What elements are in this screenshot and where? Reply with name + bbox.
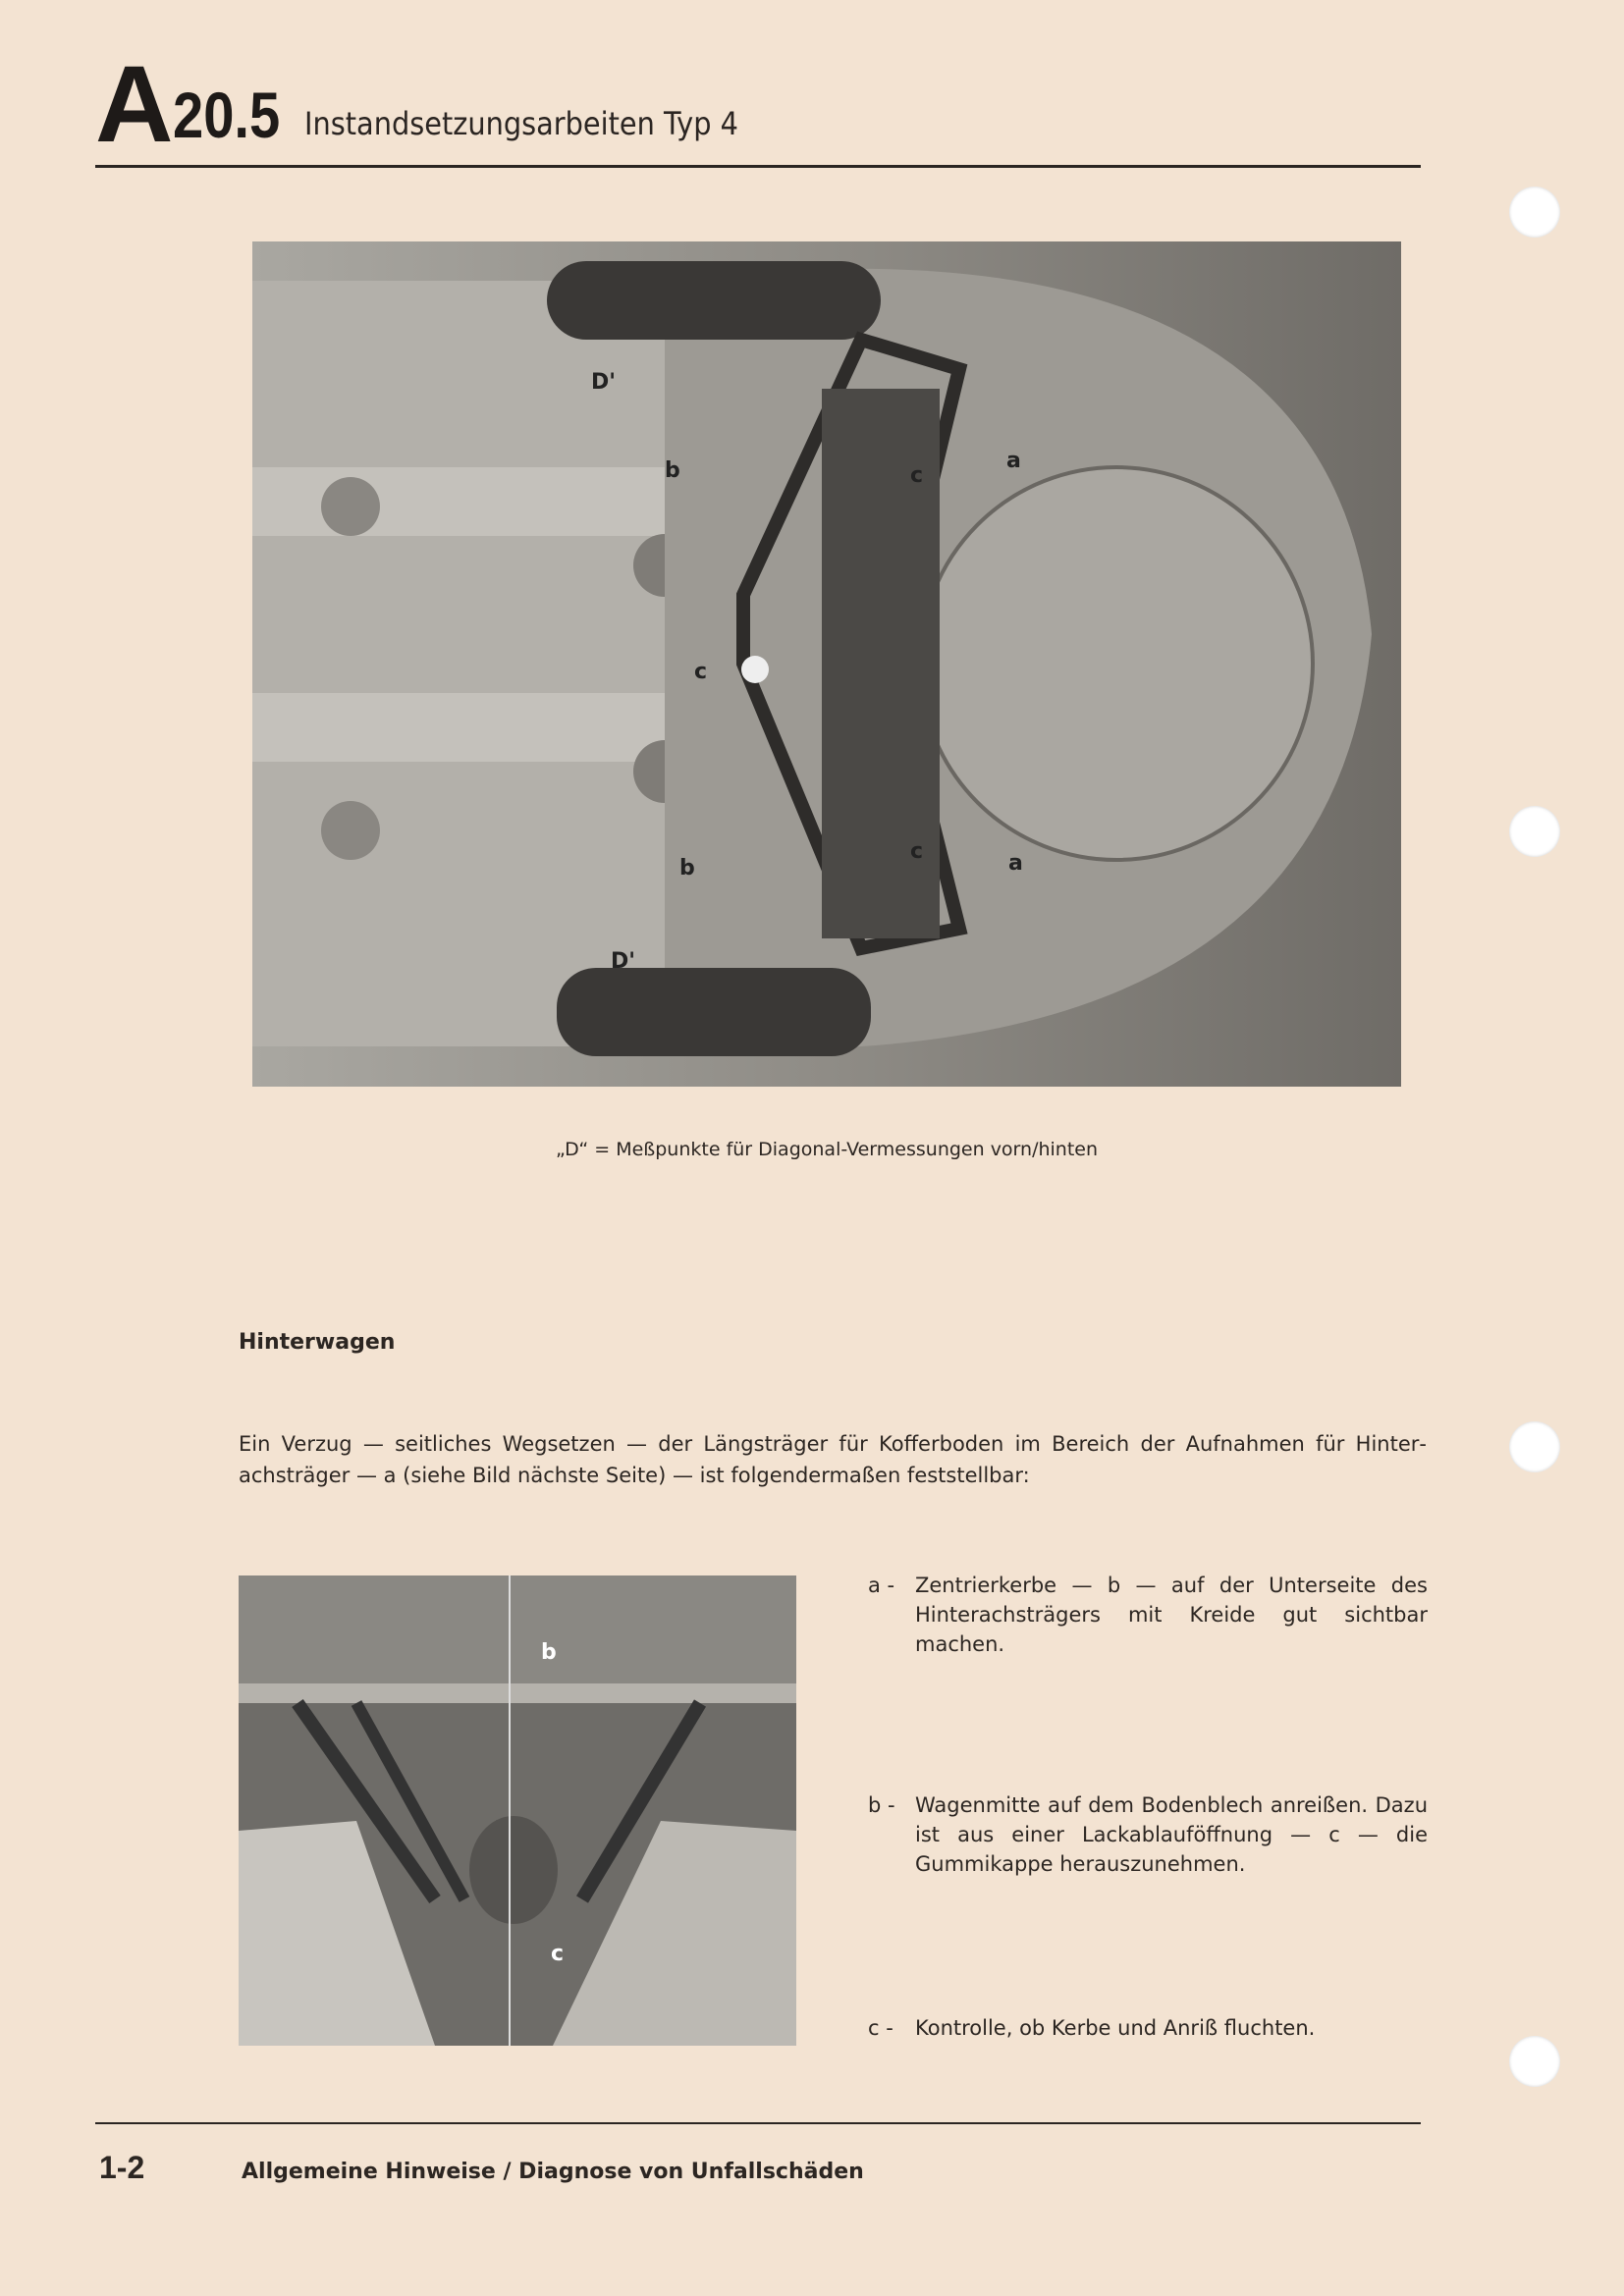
- step-key: c -: [868, 2016, 893, 2040]
- label-c: c: [551, 1942, 565, 1966]
- punch-hole: [1509, 2036, 1560, 2087]
- step-text: Kontrolle, ob Kerbe und Anriß fluchten.: [915, 2016, 1316, 2040]
- section-heading: Hinterwagen: [239, 1330, 396, 1355]
- label-b-front: b: [665, 458, 680, 483]
- step-c: [868, 2013, 1428, 2043]
- label-b-rear: b: [679, 856, 695, 881]
- step-key: a -: [868, 1574, 895, 1597]
- punch-hole: [1509, 1421, 1560, 1472]
- label-d-front: D': [591, 370, 616, 395]
- label-b: b: [541, 1640, 557, 1665]
- section-number: 20.5: [173, 79, 281, 151]
- label-a-front: a: [1006, 449, 1021, 473]
- figure-caption: „D“ = Meßpunkte für Diagonal-Vermessungen vorn/hinten: [555, 1139, 1099, 1160]
- label-d-rear: D': [611, 949, 635, 974]
- section-letter: A: [95, 44, 170, 165]
- label-c-rear: c: [910, 839, 924, 864]
- step-b: [868, 1790, 1428, 1879]
- step-text: Zentrierkerbe — b — auf der Unterseite des Hinterachsträgers mit Kreide gut sichtbar machen.: [915, 1574, 1428, 1656]
- footer-title: Allgemeine Hinweise / Diagnose von Unfallschäden: [242, 2160, 864, 2184]
- punch-hole: [1509, 187, 1560, 238]
- page-title: Instandsetzungsarbeiten Typ 4: [304, 105, 738, 142]
- step-key: b -: [868, 1793, 895, 1817]
- page-number: 1-2: [99, 2150, 145, 2185]
- step-a: [868, 1571, 1428, 1659]
- label-c-front: c: [910, 463, 924, 488]
- axle-carrier-photo: [239, 1575, 796, 2046]
- header-rule: [95, 165, 1421, 168]
- punch-hole: [1509, 806, 1560, 857]
- label-a-rear: a: [1008, 851, 1023, 876]
- section-paragraph: Ein Verzug — seitliches Wegsetzen — der Längsträger für Kofferboden im Bereich der Aufnahmen für Hinterachsträger — a (siehe Bild nächste Seite) — ist folgendermaßen feststellbar:: [239, 1432, 1427, 1487]
- underbody-photo: [252, 241, 1401, 1087]
- step-text: Wagenmitte auf dem Bodenblech anreißen. Dazu ist aus einer Lackablauföffnung — c — die Gummikappe herauszunehmen.: [915, 1793, 1428, 1876]
- label-c-center: c: [694, 660, 708, 684]
- footer-rule: [95, 2122, 1421, 2124]
